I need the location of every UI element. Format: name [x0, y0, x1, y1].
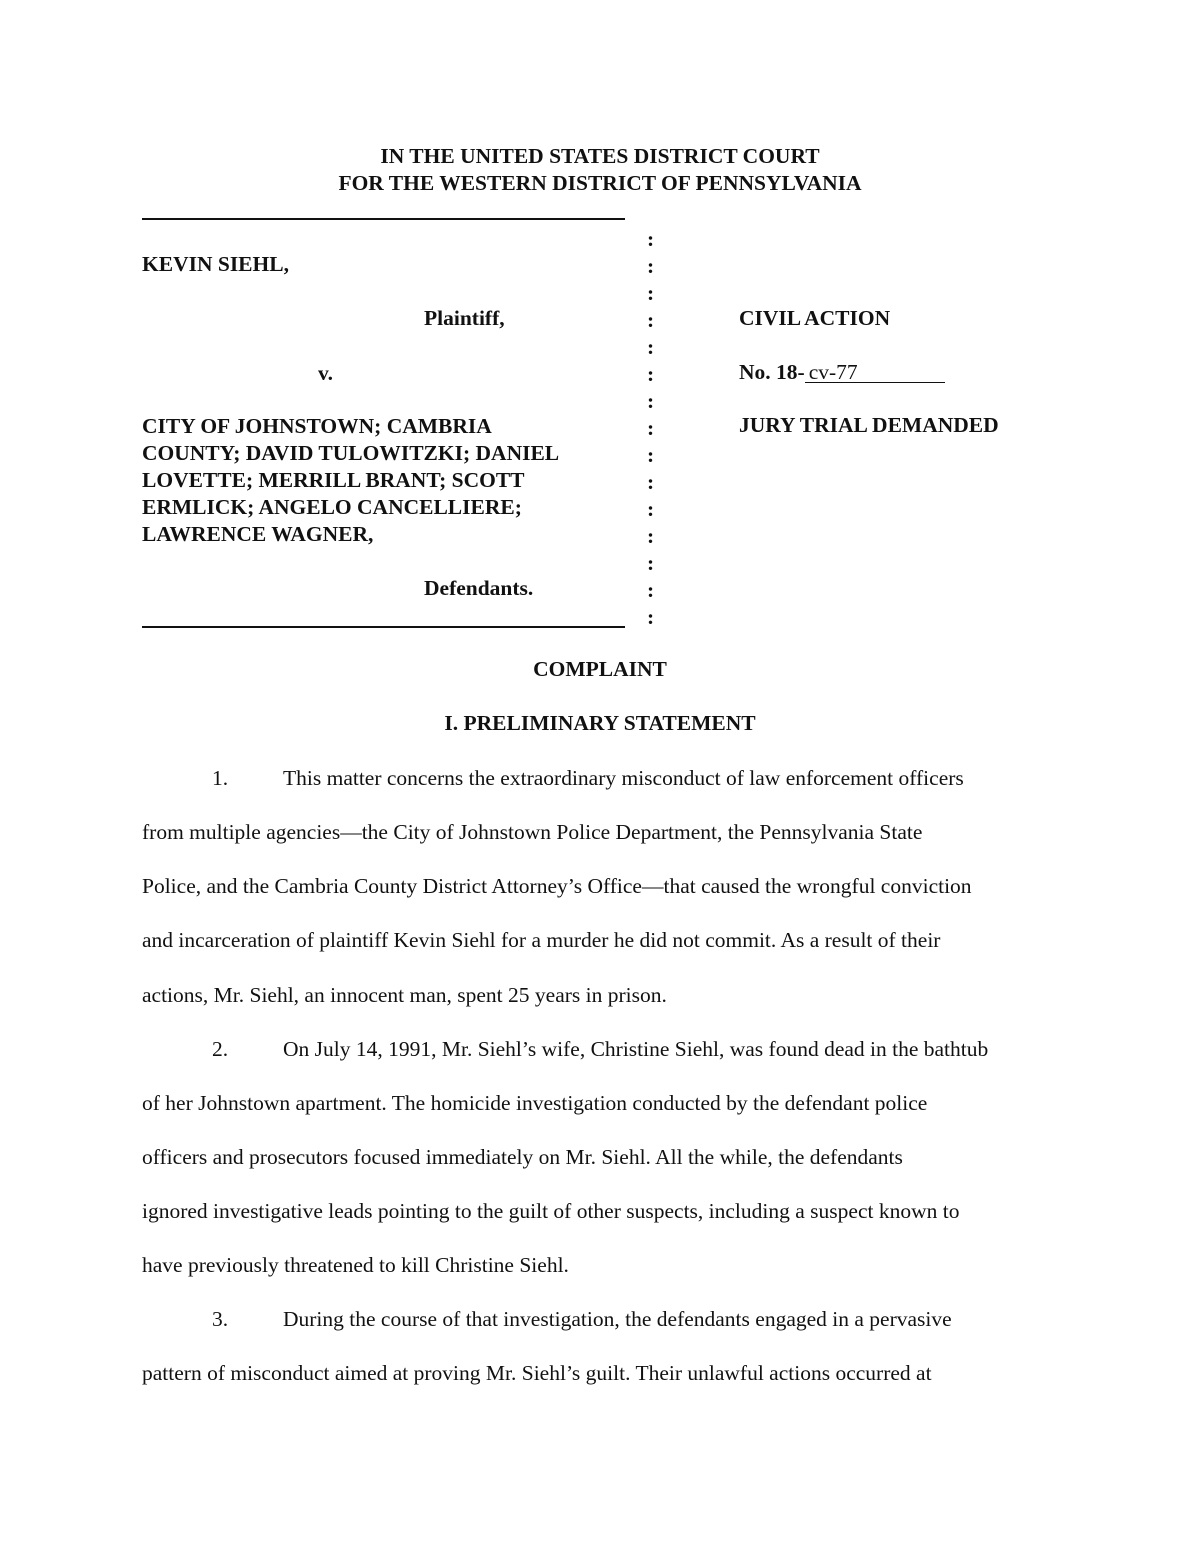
- caption-colon: :: [647, 497, 655, 521]
- caption-colon: :: [647, 524, 655, 548]
- paragraph-number: 1.: [212, 766, 229, 790]
- defendants-line: CITY OF JOHNSTOWN; CAMBRIA: [142, 414, 492, 438]
- caption-colon: :: [647, 605, 655, 629]
- jury-demand: JURY TRIAL DEMANDED: [739, 413, 999, 437]
- caption-colon: :: [647, 578, 655, 602]
- paragraph-line: and incarceration of plaintiff Kevin Siehl for a murder he did not commit. As a result of their: [142, 928, 941, 952]
- paragraph-line: pattern of misconduct aimed at proving Mr. Siehl’s guilt. Their unlawful actions occurred at: [142, 1361, 932, 1385]
- paragraph-line: actions, Mr. Siehl, an innocent man, spent 25 years in prison.: [142, 983, 667, 1007]
- defendants-line: COUNTY; DAVID TULOWITZKI; DANIEL: [142, 441, 560, 465]
- caption-colon: :: [647, 389, 655, 413]
- paragraph-number: 2.: [212, 1037, 229, 1061]
- paragraph-line: from multiple agencies—the City of Johnstown Police Department, the Pennsylvania State: [142, 820, 923, 844]
- case-number-label: No. 18-: [739, 360, 805, 384]
- caption-top-rule: [142, 218, 625, 220]
- caption-colon: :: [647, 308, 655, 332]
- caption-colon: :: [647, 281, 655, 305]
- paragraph-line: On July 14, 1991, Mr. Siehl’s wife, Christine Siehl, was found dead in the bathtub: [283, 1037, 989, 1061]
- caption-colon: :: [647, 227, 655, 251]
- caption-colon: :: [647, 470, 655, 494]
- defendants-line: ERMLICK; ANGELO CANCELLIERE;: [142, 495, 522, 519]
- document-title: COMPLAINT: [533, 657, 667, 681]
- caption-colon: :: [647, 335, 655, 359]
- caption-colon: :: [647, 443, 655, 467]
- court-district: FOR THE WESTERN DISTRICT OF PENNSYLVANIA: [338, 171, 862, 195]
- civil-action: CIVIL ACTION: [739, 306, 891, 330]
- paragraph-line: This matter concerns the extraordinary misconduct of law enforcement officers: [283, 766, 964, 790]
- case-number-value: cv-77: [805, 362, 945, 383]
- paragraph-number: 3.: [212, 1307, 229, 1331]
- paragraph-line: ignored investigative leads pointing to the guilt of other suspects, including a suspect known to: [142, 1199, 960, 1223]
- paragraph-line: of her Johnstown apartment. The homicide investigation conducted by the defendant police: [142, 1091, 928, 1115]
- plaintiff-role: Plaintiff,: [424, 306, 505, 330]
- versus: v.: [318, 361, 333, 385]
- defendants-list: [142, 413, 559, 548]
- plaintiff-name: KEVIN SIEHL,: [142, 252, 289, 276]
- court-name: IN THE UNITED STATES DISTRICT COURT: [380, 144, 820, 168]
- defendants-line: LAWRENCE WAGNER,: [142, 522, 374, 546]
- defendants-line: LOVETTE; MERRILL BRANT; SCOTT: [142, 468, 525, 492]
- paragraph-line: Police, and the Cambria County District Attorney’s Office—that caused the wrongful conviction: [142, 874, 972, 898]
- paragraph-line: officers and prosecutors focused immediately on Mr. Siehl. All the while, the defendants: [142, 1145, 903, 1169]
- caption-colon: :: [647, 254, 655, 278]
- caption-colon: :: [647, 362, 655, 386]
- case-number: [739, 360, 945, 385]
- caption-bottom-rule: [142, 626, 625, 628]
- caption-colon: :: [647, 416, 655, 440]
- section-heading: I. PRELIMINARY STATEMENT: [444, 711, 756, 735]
- paragraph-line: During the course of that investigation, the defendants engaged in a pervasive: [283, 1307, 952, 1331]
- caption-colon: :: [647, 551, 655, 575]
- defendants-role: Defendants.: [424, 576, 534, 600]
- paragraph-line: have previously threatened to kill Christine Siehl.: [142, 1253, 569, 1277]
- court-header: [0, 143, 1200, 197]
